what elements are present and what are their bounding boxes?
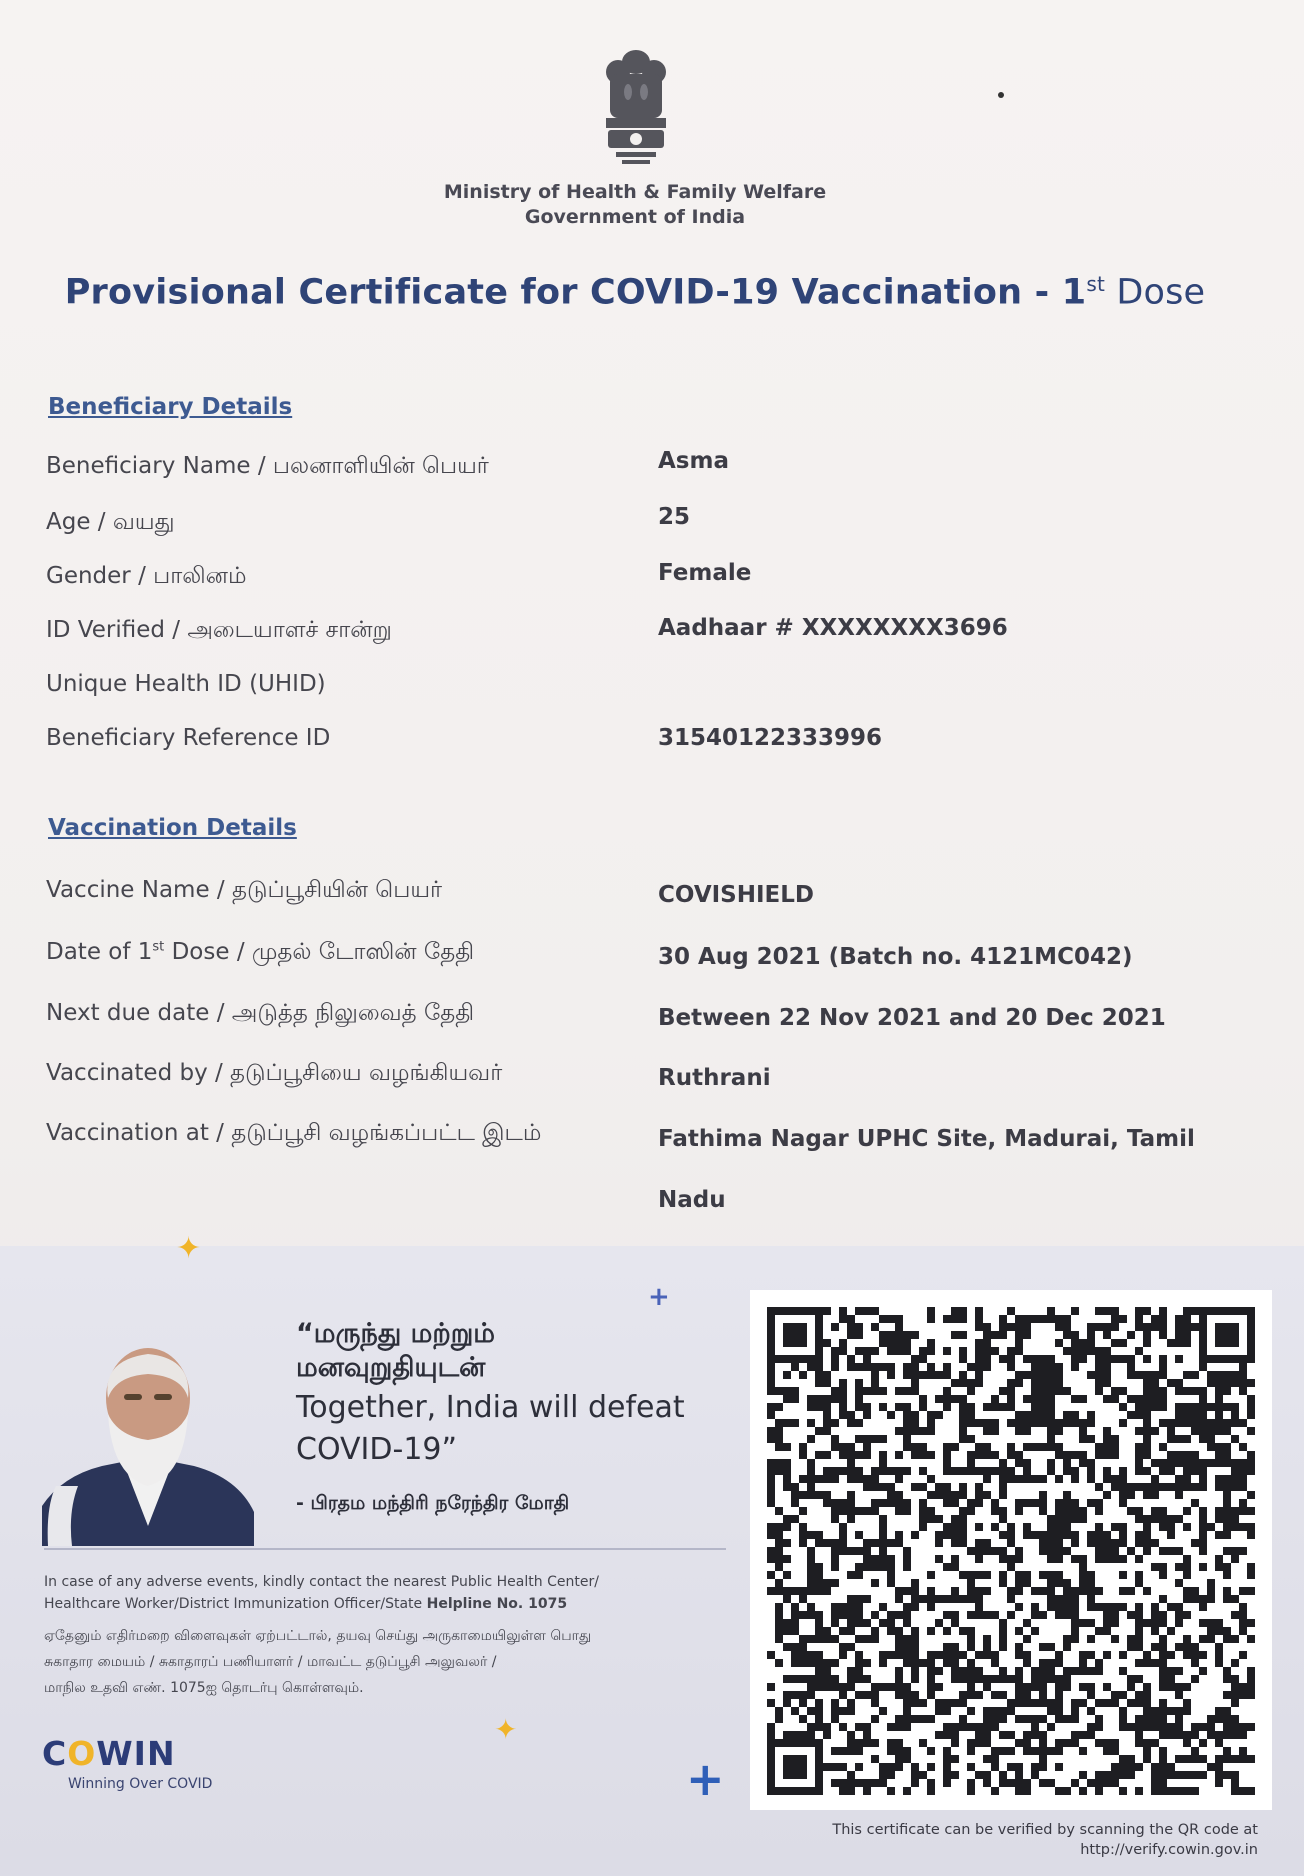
sparkle-icon: ✦ bbox=[176, 1231, 202, 1266]
adverse-events-notice-line2 bbox=[44, 1596, 567, 1612]
dose-date-label bbox=[46, 939, 474, 968]
adverse-events-notice-line2-text: Healthcare Worker/District Immunization Officer/State bbox=[44, 1596, 427, 1612]
vaccination-at-value-line2: Nadu bbox=[658, 1187, 726, 1213]
sparkle-icon: ✦ bbox=[494, 1713, 518, 1746]
cowin-logo-o: O bbox=[67, 1734, 97, 1773]
beneficiary-details-heading: Beneficiary Details bbox=[48, 394, 293, 420]
id-verified-label: ID Verified / அடையாளச் சான்று bbox=[46, 617, 392, 643]
uhid-label: Unique Health ID (UHID) bbox=[46, 671, 326, 697]
quote-tamil-line1: “மருந்து மற்றும் bbox=[296, 1318, 496, 1349]
cowin-logo-c: C bbox=[42, 1734, 68, 1773]
adverse-events-notice-line1: In case of any adverse events, kindly contact the nearest Public Health Center/ bbox=[44, 1574, 599, 1590]
ink-dot bbox=[998, 92, 1004, 98]
verify-url: http://verify.cowin.gov.in bbox=[1080, 1842, 1258, 1858]
qr-finder-pattern bbox=[767, 1307, 823, 1363]
cowin-logo bbox=[42, 1734, 176, 1773]
title-main: Provisional Certificate for COVID-19 Vaccination - bbox=[64, 272, 1062, 313]
certificate-title bbox=[0, 272, 1270, 313]
government-name: Government of India bbox=[524, 206, 746, 228]
adverse-events-notice-tamil-line2: சுகாதார மையம் / சுகாதாரப் பணியாளர் / மாவட்ட தடுப்பூசி அலுவலர் / bbox=[44, 1654, 497, 1670]
beneficiary-name-value: Asma bbox=[658, 448, 729, 474]
footer-divider bbox=[44, 1548, 726, 1550]
qr-finder-pattern bbox=[1199, 1307, 1255, 1363]
adverse-events-notice-tamil-line3: மாநில உதவி எண். 1075ஐ தொடர்பு கொள்ளவும். bbox=[44, 1680, 364, 1696]
quote-tamil-line2: மனவுறுதியுடன் bbox=[296, 1352, 486, 1383]
qr-modules bbox=[767, 1307, 1255, 1795]
id-verified-value: Aadhaar # XXXXXXXX3696 bbox=[658, 615, 1008, 641]
cowin-logo-rest: WIN bbox=[96, 1734, 176, 1773]
next-due-label: Next due date / அடுத்த நிலுவைத் தேதி bbox=[46, 1000, 475, 1026]
adverse-events-notice-tamil-line1: ஏதேனும் எதிர்மறை விளைவுகள் ஏற்பட்டால், தயவு செய்து அருகாமையிலுள்ள பொது bbox=[44, 1628, 592, 1644]
vaccination-at-label: Vaccination at / தடுப்பூசி வழங்கப்பட்ட இடம் bbox=[46, 1120, 542, 1146]
cowin-tagline: Winning Over COVID bbox=[68, 1776, 213, 1792]
reference-id-label: Beneficiary Reference ID bbox=[46, 725, 331, 751]
quote-attribution: - பிரதம மந்திரி நரேந்திர மோதி bbox=[296, 1492, 570, 1514]
quote-english-line1: Together, India will defeat bbox=[296, 1390, 685, 1425]
verify-note-line1: This certificate can be verified by scanning the QR code at bbox=[832, 1822, 1258, 1838]
portrait-image bbox=[42, 1336, 254, 1546]
national-emblem-icon bbox=[598, 48, 674, 178]
dose-date-value: 30 Aug 2021 (Batch no. 4121MC042) bbox=[658, 944, 1133, 970]
vaccination-at-value-line1: Fathima Nagar UPHC Site, Madurai, Tamil bbox=[658, 1126, 1195, 1152]
vaccine-name-value: COVISHIELD bbox=[658, 882, 815, 908]
age-label: Age / வயது bbox=[46, 509, 175, 535]
qr-code[interactable] bbox=[750, 1290, 1272, 1810]
dose-date-label-suffix: st bbox=[152, 939, 165, 955]
vaccinated-by-label: Vaccinated by / தடுப்பூசியை வழங்கியவர் bbox=[46, 1060, 503, 1086]
title-dose-suffix: st bbox=[1086, 272, 1106, 296]
age-value: 25 bbox=[658, 504, 691, 530]
vaccinated-by-value: Ruthrani bbox=[658, 1065, 771, 1091]
qr-code-graphic bbox=[750, 1290, 1272, 1810]
gender-label: Gender / பாலினம் bbox=[46, 563, 247, 589]
vaccination-details-heading: Vaccination Details bbox=[48, 815, 297, 841]
dose-date-label-prefix: Date of 1 bbox=[46, 939, 153, 965]
qr-finder-pattern bbox=[767, 1739, 823, 1795]
vaccine-name-label: Vaccine Name / தடுப்பூசியின் பெயர் bbox=[46, 877, 443, 903]
plus-icon: + bbox=[686, 1752, 725, 1806]
dose-date-label-rest: Dose / முதல் டோஸின் தேதி bbox=[164, 939, 475, 965]
plus-icon: + bbox=[648, 1282, 670, 1312]
next-due-value: Between 22 Nov 2021 and 20 Dec 2021 bbox=[658, 1005, 1166, 1031]
reference-id-value: 31540122333996 bbox=[658, 725, 883, 751]
title-dose-word: Dose bbox=[1105, 272, 1206, 313]
ministry-name: Ministry of Health & Family Welfare bbox=[443, 181, 827, 203]
helpline-number: Helpline No. 1075 bbox=[426, 1596, 568, 1612]
gender-value: Female bbox=[658, 560, 752, 586]
quote-english-line2: COVID-19” bbox=[296, 1432, 458, 1467]
title-dose-number: 1 bbox=[1061, 272, 1087, 313]
beneficiary-name-label: Beneficiary Name / பலனாளியின் பெயர் bbox=[46, 453, 489, 479]
